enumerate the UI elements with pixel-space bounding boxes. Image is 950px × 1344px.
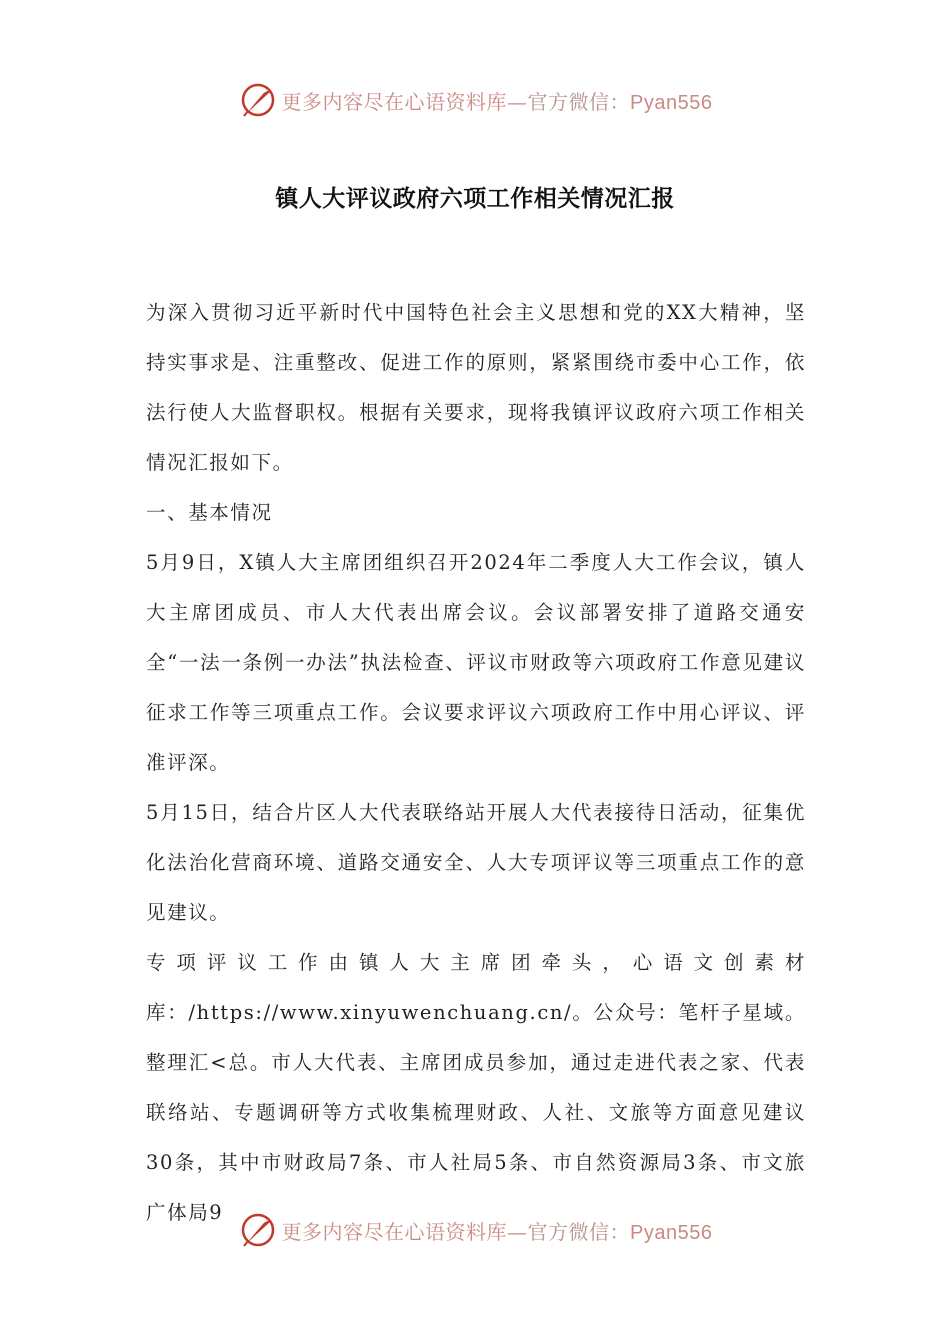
paragraph-intro: 为深入贯彻习近平新时代中国特色社会主义思想和党的XX大精神，坚持实事求是、注重整改、促进工作的原则，紧紧围绕市委中心工作，依法行使人大监督职权。根据有关要求，现将我镇评议政府六项工作相关情况汇报如下。 [146, 301, 806, 474]
footer-banner [0, 1208, 950, 1252]
section-heading: 一、基本情况 [146, 501, 273, 524]
document-body [146, 288, 806, 1238]
paragraph-special-review: 专项评议工作由镇人大主席团牵头，心语文创素材库：/https://www.xinyuwenchuang.cn/。公众号：笔杆子星域。整理汇<总。市人大代表、主席团成员参加，通过走进代表之家、代表联络站、专题调研等方式收集梳理财政、人社、文旅等方面意见建议30条，其中市财政局7条、市人社局5条、市自然资源局3条、市文旅广体局9 [146, 951, 806, 1224]
document-title: 镇人大评议政府六项工作相关情况汇报 [275, 186, 675, 212]
paragraph-reception-day: 5月15日，结合片区人大代表联络站开展人大代表接待日活动，征集优化法治化营商环境、道路交通安全、人大专项评议等三项重点工作的意见建议。 [146, 801, 806, 924]
paragraph-meeting: 5月9日，X镇人大主席团组织召开2024年二季度人大工作会议，镇人大主席团成员、市人大代表出席会议。会议部署安排了道路交通安全“一法一条例一办法”执法检查、评议市财政等六项政府工作意见建议征求工作等三项重点工作。会议要求评议六项政府工作中用心评议、评准评深。 [146, 551, 806, 774]
banner-text: 更多内容尽在心语资料库—官方微信：Pyan556 [281, 1219, 713, 1244]
wechat-account: Pyan556 [630, 1221, 713, 1244]
quill-logo-icon [238, 80, 278, 120]
header-banner [0, 78, 950, 122]
wechat-account: Pyan556 [630, 91, 713, 114]
banner-text: 更多内容尽在心语资料库—官方微信：Pyan556 [281, 89, 713, 114]
quill-logo-icon [238, 1210, 278, 1250]
